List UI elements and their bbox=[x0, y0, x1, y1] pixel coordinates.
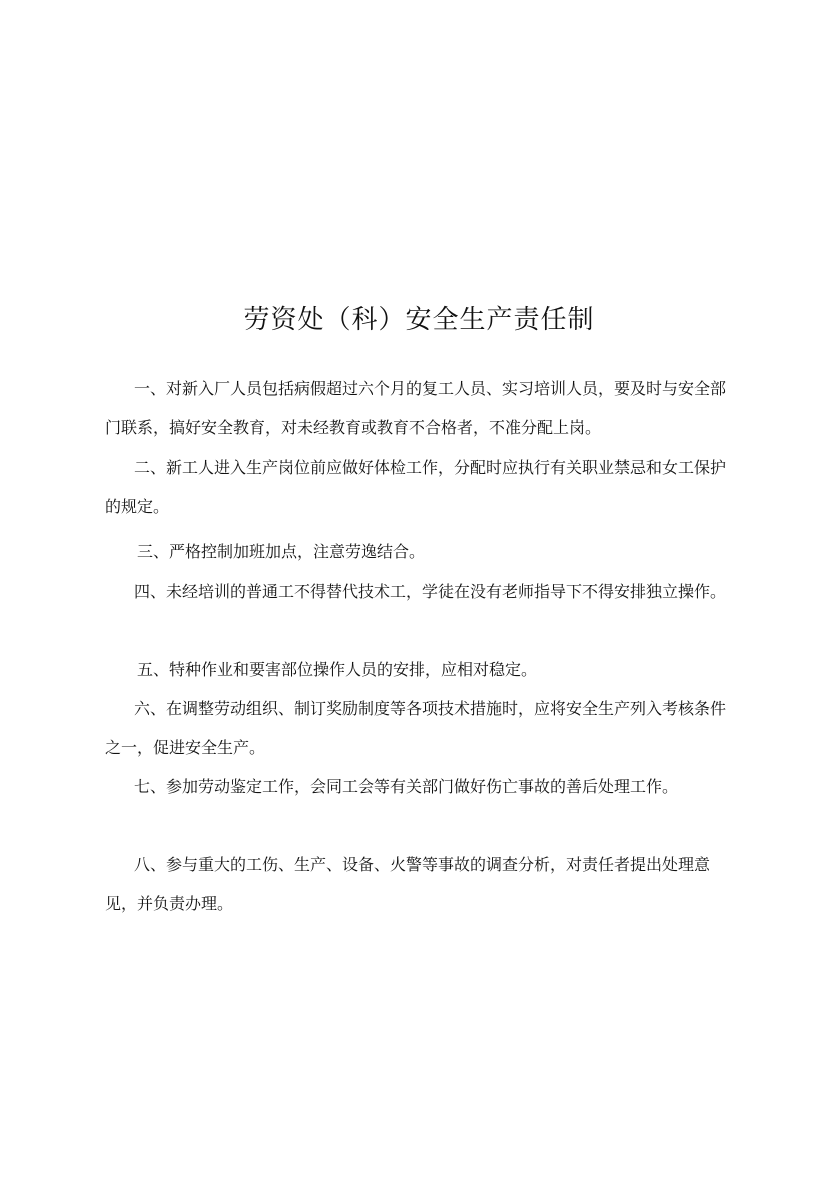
clause-2: 二、新工人进入生产岗位前应做好体检工作，分配时应执行有关职业禁忌和女工保护的规定。 bbox=[105, 458, 727, 516]
clause-7: 七、参加劳动鉴定工作，会同工会等有关部门做好伤亡事故的善后处理工作。 bbox=[134, 777, 679, 796]
clause-4: 四、未经培训的普通工不得替代技术工，学徒在没有老师指导下不得安排独立操作。 bbox=[134, 582, 727, 601]
clause-1: 一、对新入厂人员包括病假超过六个月的复工人员、实习培训人员，要及时与安全部门联系，搞好安全教育，对未经教育或教育不合格者，不准分配上岗。 bbox=[105, 379, 727, 437]
clause-3: 三、严格控制加班加点，注意劳逸结合。 bbox=[137, 542, 426, 561]
document-title: 劳资处（科）安全生产责任制 bbox=[243, 305, 595, 335]
clause-5: 五、特种作业和要害部位操作人员的安排，应相对稳定。 bbox=[137, 660, 538, 679]
clause-6: 六、在调整劳动组织、制订奖励制度等各项技术措施时，应将安全生产列入考核条件之一，促进安全生产。 bbox=[105, 699, 727, 757]
clause-8: 八、参与重大的工伤、生产、设备、火警等事故的调查分析，对责任者提出处理意见，并负责办理。 bbox=[105, 855, 711, 913]
